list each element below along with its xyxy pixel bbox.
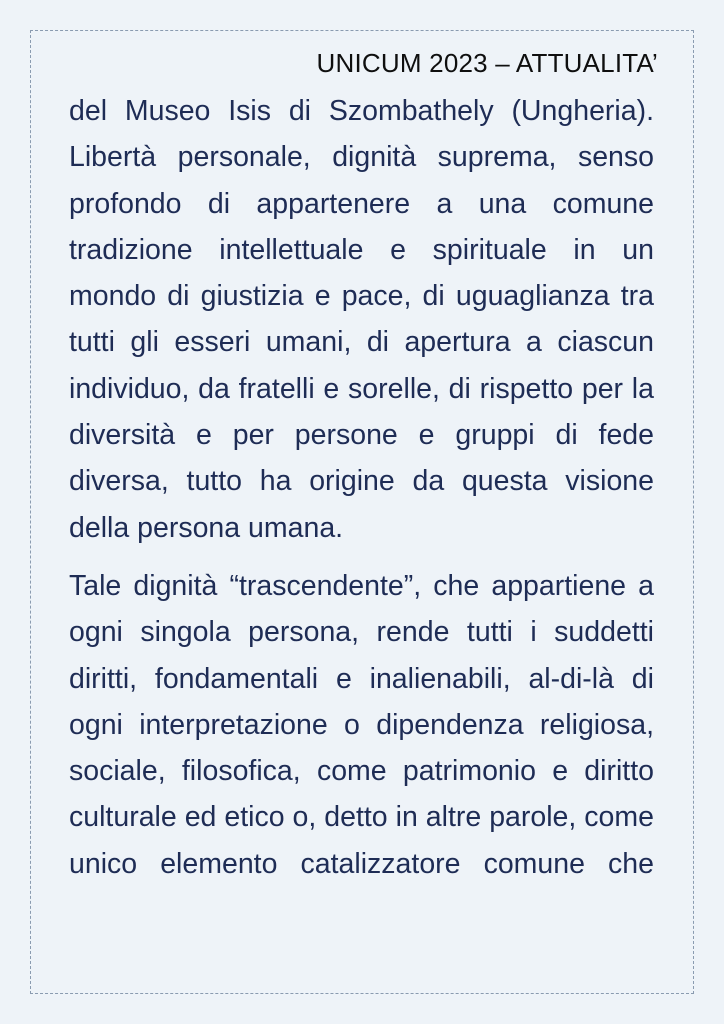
article-body bbox=[69, 88, 654, 887]
running-header: UNICUM 2023 – ATTUALITA’ bbox=[316, 48, 658, 78]
paragraph-1: del Museo Isis di Szombathely (Ungheria). Libertà personale, dignità suprema, senso profondo di appartenere a una comune tradizione intellettuale e spirituale in un mondo di giustizia e pace, di uguaglianza tra tutti gli esseri umani, di apertura a ciascun individuo, da fratelli e sorelle, di rispetto per la diversità e per persone e gruppi di fede diversa, tutto ha origine da questa visione della persona umana. bbox=[69, 95, 654, 544]
paragraph-2: Tale dignità “trascendente”, che appartiene a ogni singola persona, rende tutti i suddetti diritti, fondamentali e inalienabili, al-di-là di ogni interpretazione o dipendenza religiosa, sociale, filosofica, come patrimonio e diritto culturale ed etico o, detto in altre parole, come unico elemento catalizzatore comune che bbox=[69, 569, 654, 880]
